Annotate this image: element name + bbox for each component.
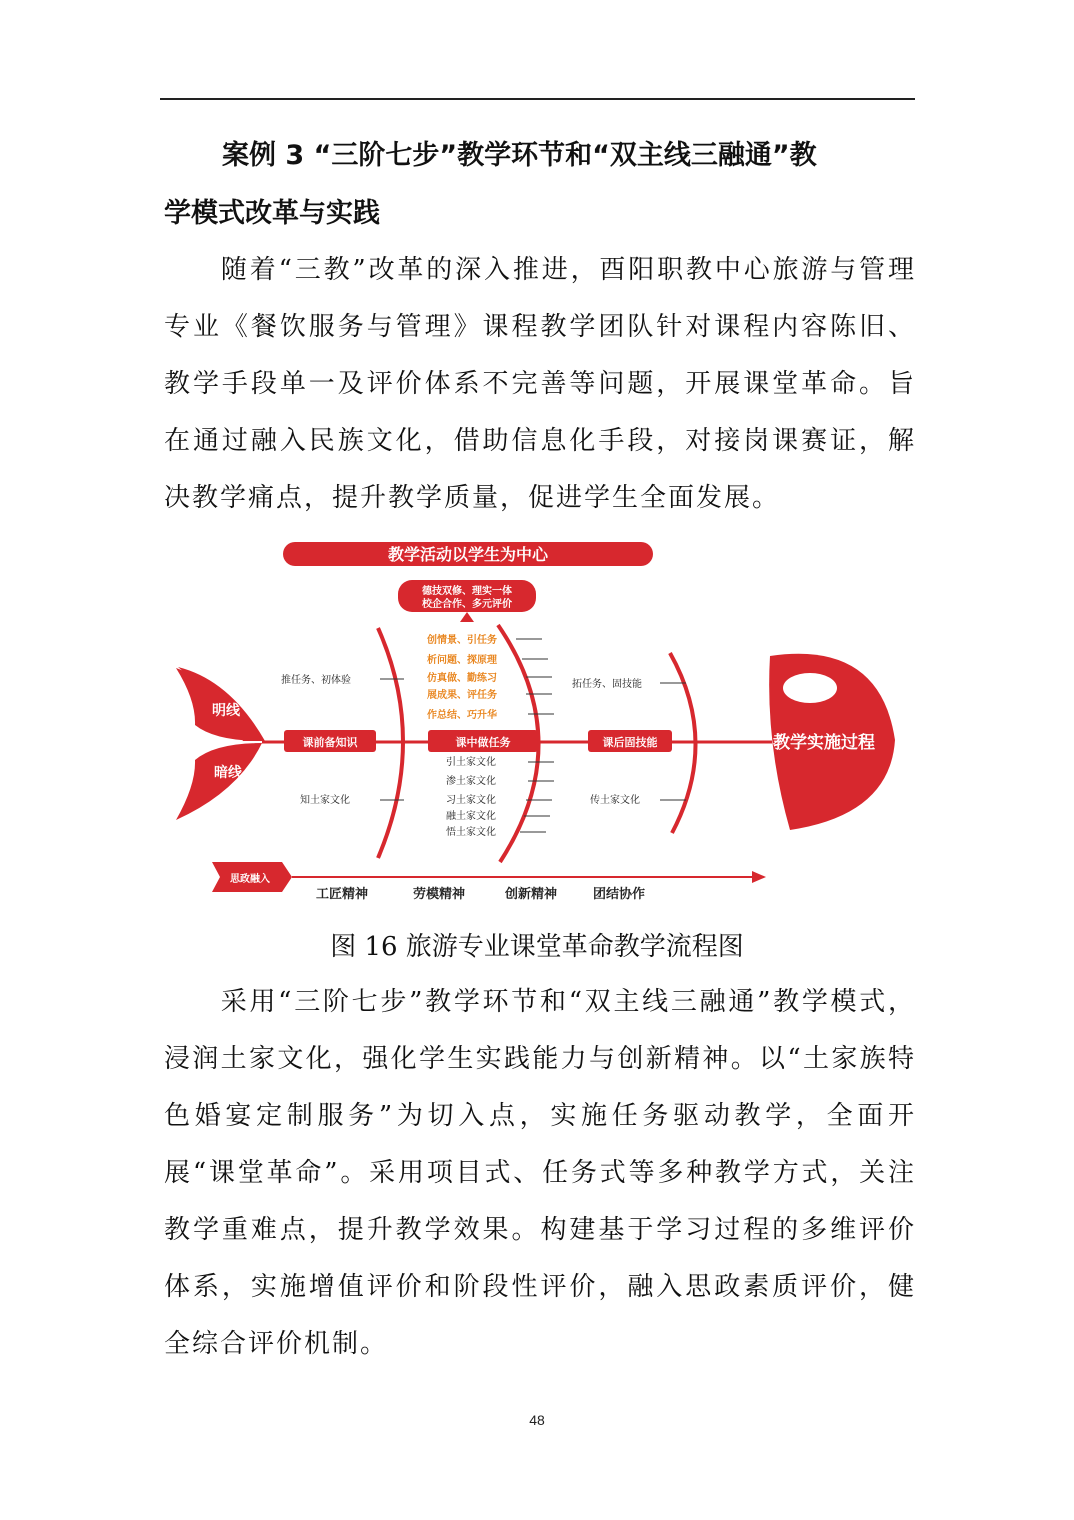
mid-upper-4: 展成果、评任务 [427, 690, 497, 701]
mid-lower-2: 渗土家文化 [446, 776, 496, 787]
ideology-arrow-head [752, 871, 766, 883]
mid-upper-1: 创情景、引任务 [427, 635, 497, 646]
mid-upper-2: 析问题、探原理 [427, 655, 497, 666]
mid-upper-5: 作总结、巧升华 [427, 710, 497, 721]
tail-upper-label: 明线 [212, 703, 240, 719]
mid-lower-5: 悟土家文化 [446, 827, 496, 838]
post-upper-text: 拓任务、固技能 [572, 679, 642, 690]
pre-upper-text: 推任务、初体验 [281, 675, 351, 686]
spirit-4: 团结协作 [592, 887, 646, 902]
body-paragraph-text: 采用“三阶七步”教学环节和“双主线三融通”教学模式，浸润土家文化，强化学生实践能力与创新精神。以“土家族特色婚宴定制服务”为切入点，实施任务驱动教学，全面开展“课堂革命”。采用项目式、任务式等多种教学方式，关注教学重难点，提升教学效果。构建基于学习过程的多维评价体系，实施增值评价和阶段性评价，融入思政素质评价，健全综合评价机制。 [164, 987, 916, 1359]
mid-upper-3: 仿真做、勤练习 [427, 673, 497, 684]
top-box-line-2: 校企合作、多元评价 [422, 599, 512, 610]
stage-post-label: 课后固技能 [602, 736, 658, 749]
spirit-3: 创新精神 [504, 887, 558, 902]
spirit-1: 工匠精神 [315, 887, 369, 902]
fish-head-label: 教学实施过程 [773, 733, 875, 753]
tail-lower-label: 暗线 [214, 765, 242, 781]
top-banner-text: 教学活动以学生为中心 [387, 545, 549, 564]
pre-lower-text: 知土家文化 [300, 795, 350, 806]
page-number: 48 [529, 1412, 545, 1428]
mid-lower-1: 引土家文化 [446, 757, 496, 768]
stage-mid-label: 课中做任务 [455, 736, 511, 749]
body-paragraph [164, 974, 916, 1373]
fish-eye [783, 673, 837, 703]
stage-pre-label: 课前备知识 [302, 736, 358, 749]
ideology-label: 思政融入 [230, 874, 270, 885]
mid-lower-3: 习土家文化 [446, 795, 496, 806]
post-lower-text: 传土家文化 [590, 795, 640, 806]
tail-lower-fin [176, 743, 262, 820]
intro-paragraph-text: 随着“三教”改革的深入推进，酉阳职教中心旅游与管理专业《餐饮服务与管理》课程教学团队针对课程内容陈旧、教学手段单一及评价体系不完善等问题，开展课堂革命。旨在通过融入民族文化，借助信息化手段，对接岗课赛证，解决教学痛点，提升教学质量，促进学生全面发展。 [164, 255, 916, 513]
top-box-arrow [460, 612, 474, 622]
case-title-line-2: 学模式改革与实践 [164, 198, 380, 229]
top-box-line-1: 德技双修、理实一体 [422, 586, 512, 597]
mid-lower-4: 融土家文化 [446, 811, 496, 822]
spirit-2: 劳模精神 [412, 887, 466, 902]
figure-caption: 图 16 旅游专业课堂革命教学流程图 [330, 932, 744, 962]
case-title-line-1: 案例 3 “三阶七步”教学环节和“双主线三融通”教 [222, 140, 817, 171]
